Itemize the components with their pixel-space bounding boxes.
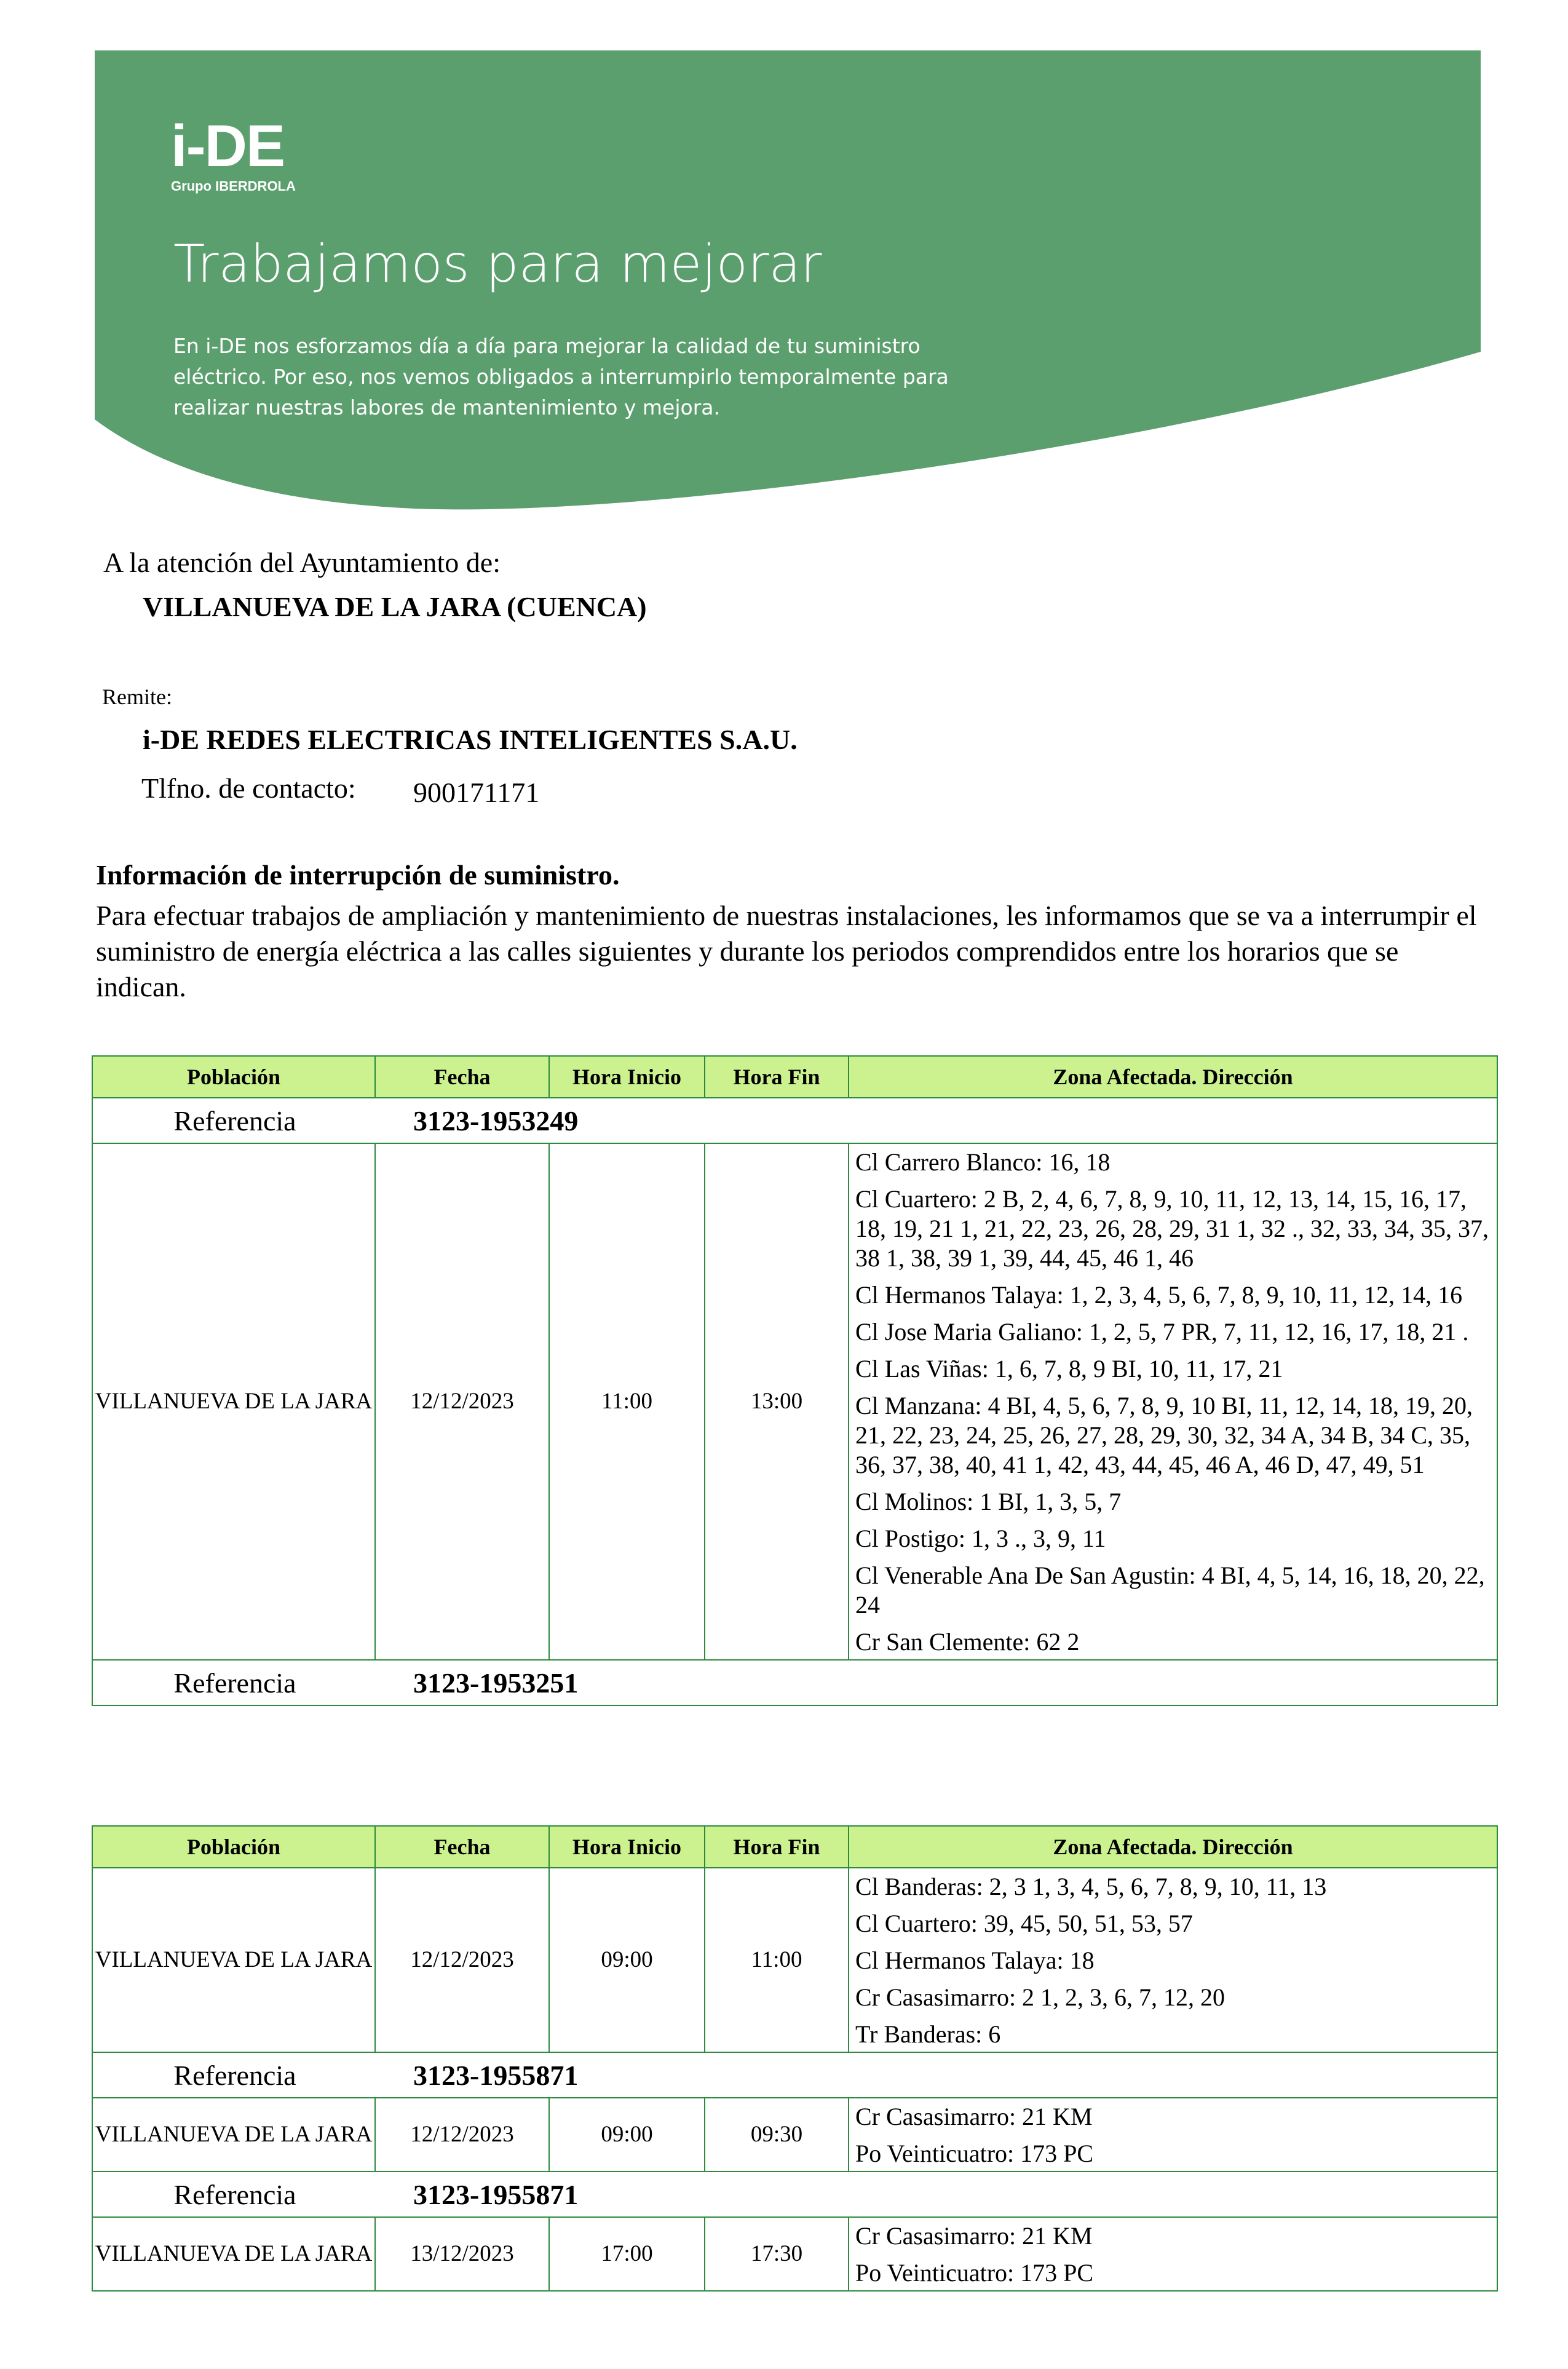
header-poblacion: Población (92, 1826, 375, 1868)
zone-line: Tr Banderas: 6 (855, 2020, 1001, 2048)
reference-label: Referencia (173, 1105, 296, 1137)
zone-line: Cl Jose Maria Galiano: 1, 2, 5, 7 PR, 7, 11, 12, 16, 17, 18, 21 . (855, 1318, 1469, 1346)
reference-row (92, 1098, 1497, 1143)
info-title: Información de interrupción de suministro. (96, 859, 620, 891)
cell-fecha: 13/12/2023 (375, 2217, 549, 2291)
cell-fecha: 12/12/2023 (375, 2098, 549, 2172)
zone-line: Cl Postigo: 1, 3 ., 3, 9, 11 (855, 1525, 1106, 1552)
zone-line: Cr Casasimarro: 21 KM (855, 2103, 1093, 2130)
zone-line: Cl Manzana: 4 BI, 4, 5, 6, 7, 8, 9, 10 BI, 11, 12, 14, 18, 19, 20, 21, 22, 23, 24, 25, 26, 27, 28, 29, 30, 32, 34 A, 34 B, 34 C, 35, 36, 37, 38, 40, 41 1, 42, 43, 44, 45, 46 A, 46 D, 47, 49, 51 (855, 1392, 1473, 1478)
header-fecha: Fecha (375, 1826, 549, 1868)
table-row (92, 2217, 1497, 2291)
phone-label: Tlfno. de contacto: (141, 772, 356, 804)
cell-fecha: 12/12/2023 (375, 1868, 549, 2052)
logo-subtext: Grupo IBERDROLA (171, 178, 296, 194)
table-row (92, 1143, 1497, 1660)
cell-poblacion: VILLANUEVA DE LA JARA (92, 2217, 375, 2291)
banner-text: En i-DE nos esforzamos día a día para mejorar la calidad de tu suministro eléctrico. Por eso, nos vemos obligados a interrumpirlo temporalmente para realizar nuestras labores de mantenimiento y mejora. (173, 334, 949, 419)
phone-number: 900171171 (413, 777, 540, 808)
zone-line: Cl Cuartero: 2 B, 2, 4, 6, 7, 8, 9, 10, 11, 12, 13, 14, 15, 16, 17, 18, 19, 21 1, 21, 22, 23, 26, 28, 29, 31 1, 32 ., 32, 33, 34, 35, 37, 38 1, 38, 39 1, 39, 44, 45, 46 1, 46 (855, 1185, 1489, 1272)
reference-number: 3123-1953251 (413, 1667, 579, 1699)
reference-row (92, 2052, 1497, 2098)
zone-line: Po Veinticuatro: 173 PC (855, 2259, 1094, 2287)
info-body: Para efectuar trabajos de ampliación y mantenimiento de nuestras instalaciones, les informamos que se va a interrumpir el suministro de energía eléctrica a las calles siguientes y durante los periodos comprendidos entre los horarios que se indican. (96, 900, 1477, 1002)
zone-line: Cl Cuartero: 39, 45, 50, 51, 53, 57 (855, 1910, 1193, 1937)
header-fecha: Fecha (375, 1056, 549, 1098)
cell-poblacion: VILLANUEVA DE LA JARA (92, 1143, 375, 1660)
cell-hora-fin: 17:30 (705, 2217, 849, 2291)
zone-line: Cl Carrero Blanco: 16, 18 (855, 1148, 1111, 1176)
cell-hora-inicio: 09:00 (549, 1868, 705, 2052)
schedule-table-2 (92, 1825, 1498, 2292)
cell-hora-fin: 13:00 (705, 1143, 849, 1660)
reference-label: Referencia (173, 1667, 296, 1699)
table-row (92, 1868, 1497, 2052)
zone-line: Po Veinticuatro: 173 PC (855, 2140, 1094, 2167)
banner-title: Trabajamos para mejorar (173, 234, 822, 294)
zone-line: Cl Molinos: 1 BI, 1, 3, 5, 7 (855, 1488, 1122, 1515)
reference-number: 3123-1953249 (413, 1105, 579, 1137)
cell-poblacion: VILLANUEVA DE LA JARA (92, 1868, 375, 2052)
table-header-row (92, 1056, 1497, 1098)
sender-label: Remite: (102, 685, 172, 709)
cell-fecha: 12/12/2023 (375, 1143, 549, 1660)
attention-label: A la atención del Ayuntamiento de: (103, 547, 501, 578)
schedule-table-1 (92, 1055, 1498, 1706)
table-header-row (92, 1826, 1497, 1868)
logo-text: i-DE (171, 113, 284, 179)
reference-label: Referencia (173, 2178, 296, 2210)
zone-line: Cr San Clemente: 62 2 (855, 1628, 1080, 1656)
company-name: i-DE REDES ELECTRICAS INTELIGENTES S.A.U. (143, 724, 798, 755)
cell-hora-fin: 11:00 (705, 1868, 849, 2052)
cell-zona (849, 2217, 1497, 2291)
table-row (92, 2098, 1497, 2172)
zone-line: Cl Venerable Ana De San Agustin: 4 BI, 4, 5, 14, 16, 18, 20, 22, 24 (855, 1561, 1485, 1619)
header-hora-inicio: Hora Inicio (549, 1056, 705, 1098)
header-zona: Zona Afectada. Dirección (849, 1826, 1497, 1868)
zone-line: Cl Las Viñas: 1, 6, 7, 8, 9 BI, 10, 11, 17, 21 (855, 1355, 1283, 1383)
zone-line: Cr Casasimarro: 2 1, 2, 3, 6, 7, 12, 20 (855, 1983, 1225, 2011)
header-zona: Zona Afectada. Dirección (849, 1056, 1497, 1098)
reference-label: Referencia (173, 2059, 296, 2091)
reference-row (92, 1660, 1497, 1705)
header-poblacion: Población (92, 1056, 375, 1098)
reference-row (92, 2172, 1497, 2217)
zone-line: Cl Hermanos Talaya: 1, 2, 3, 4, 5, 6, 7, 8, 9, 10, 11, 12, 14, 16 (855, 1281, 1463, 1309)
zone-line: Cl Hermanos Talaya: 18 (855, 1946, 1095, 1974)
cell-zona (849, 1868, 1497, 2052)
cell-hora-inicio: 09:00 (549, 2098, 705, 2172)
cell-poblacion: VILLANUEVA DE LA JARA (92, 2098, 375, 2172)
cell-zona (849, 2098, 1497, 2172)
header-hora-fin: Hora Fin (705, 1056, 849, 1098)
header-hora-inicio: Hora Inicio (549, 1826, 705, 1868)
cell-hora-fin: 09:30 (705, 2098, 849, 2172)
ide-logo (171, 113, 296, 194)
header-hora-fin: Hora Fin (705, 1826, 849, 1868)
cell-zona (849, 1143, 1497, 1660)
reference-number: 3123-1955871 (413, 2059, 579, 2091)
cell-hora-inicio: 11:00 (549, 1143, 705, 1660)
cell-hora-inicio: 17:00 (549, 2217, 705, 2291)
zone-line: Cl Banderas: 2, 3 1, 3, 4, 5, 6, 7, 8, 9, 10, 11, 13 (855, 1873, 1327, 1900)
reference-number: 3123-1955871 (413, 2178, 579, 2210)
town-name: VILLANUEVA DE LA JARA (CUENCA) (143, 591, 647, 622)
zone-line: Cr Casasimarro: 21 KM (855, 2222, 1093, 2250)
